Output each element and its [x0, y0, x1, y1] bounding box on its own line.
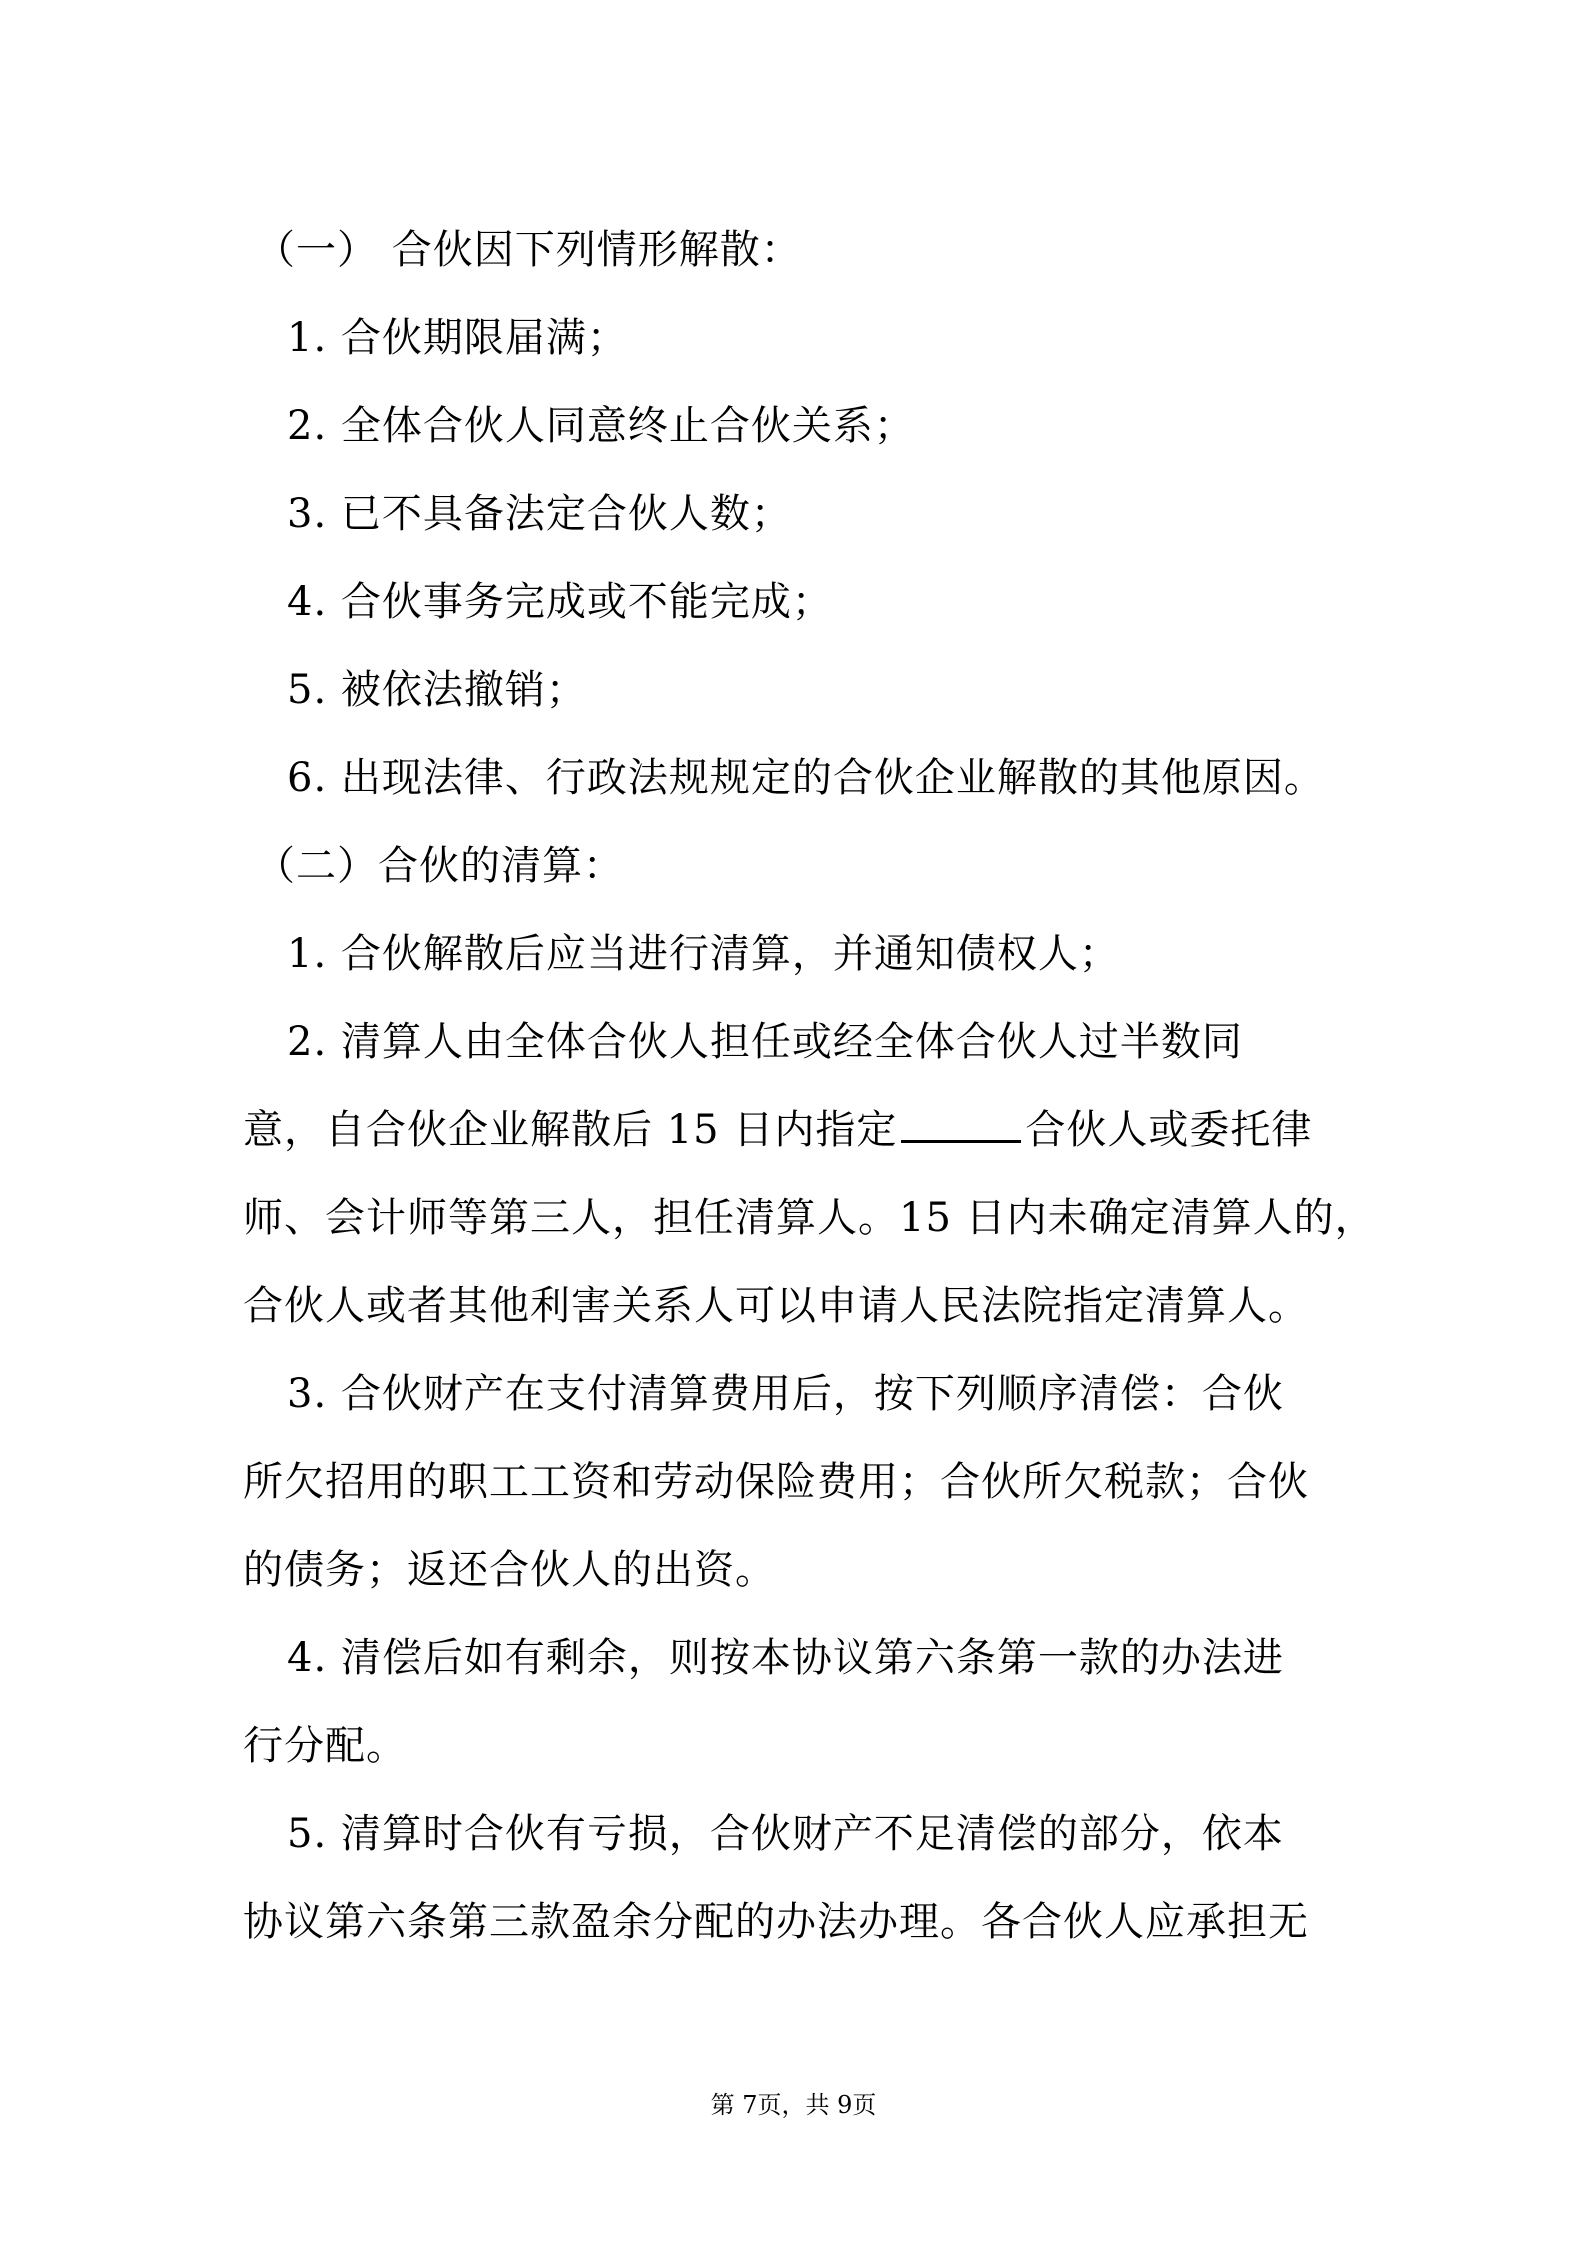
paragraph-line: 协议第六条第三款盈余分配的办法办理。各合伙人应承担无	[243, 1899, 1309, 1945]
paragraph-line: 所欠招用的职工工资和劳动保险费用；合伙所欠税款；合伙	[243, 1459, 1309, 1505]
list-item: 2. 清算人由全体合伙人担任或经全体合伙人过半数同	[287, 1019, 1243, 1065]
paragraph-line: 行分配。	[243, 1723, 407, 1769]
page-number-footer: 第 7页，共 9页	[710, 2091, 877, 2119]
fill-in-blank	[901, 1106, 1021, 1143]
list-item: 4. 清偿后如有剩余，则按本协议第六条第一款的办法进	[287, 1635, 1284, 1681]
section-heading-liquidation: （二）合伙的清算：	[255, 843, 624, 889]
section-heading-dissolution: （一） 合伙因下列情形解散：	[255, 227, 802, 273]
paragraph-line: 合伙人或者其他利害关系人可以申请人民法院指定清算人。	[243, 1283, 1309, 1329]
paragraph-text: 意，自合伙企业解散后 15 日内指定	[243, 1107, 898, 1153]
paragraph-line: 师、会计师等第三人，担任清算人。15 日内未确定清算人的，	[243, 1195, 1376, 1241]
list-item: 1. 合伙期限届满；	[287, 315, 628, 361]
paragraph-text: 合伙人或委托律	[1025, 1107, 1313, 1153]
list-item: 3. 已不具备法定合伙人数；	[287, 491, 792, 537]
list-item: 2. 全体合伙人同意终止合伙关系；	[287, 403, 915, 449]
list-item: 3. 合伙财产在支付清算费用后，按下列顺序清偿：合伙	[287, 1371, 1284, 1417]
paragraph-line: 的债务；返还合伙人的出资。	[243, 1547, 776, 1593]
list-item: 1. 合伙解散后应当进行清算，并通知债权人；	[287, 931, 1120, 977]
list-item: 5. 被依法撤销；	[287, 667, 587, 713]
paragraph-line	[243, 1102, 1312, 1158]
list-item: 5. 清算时合伙有亏损，合伙财产不足清偿的部分，依本	[287, 1811, 1284, 1857]
list-item: 6. 出现法律、行政法规规定的合伙企业解散的其他原因。	[287, 755, 1325, 801]
list-item: 4. 合伙事务完成或不能完成；	[287, 579, 833, 625]
